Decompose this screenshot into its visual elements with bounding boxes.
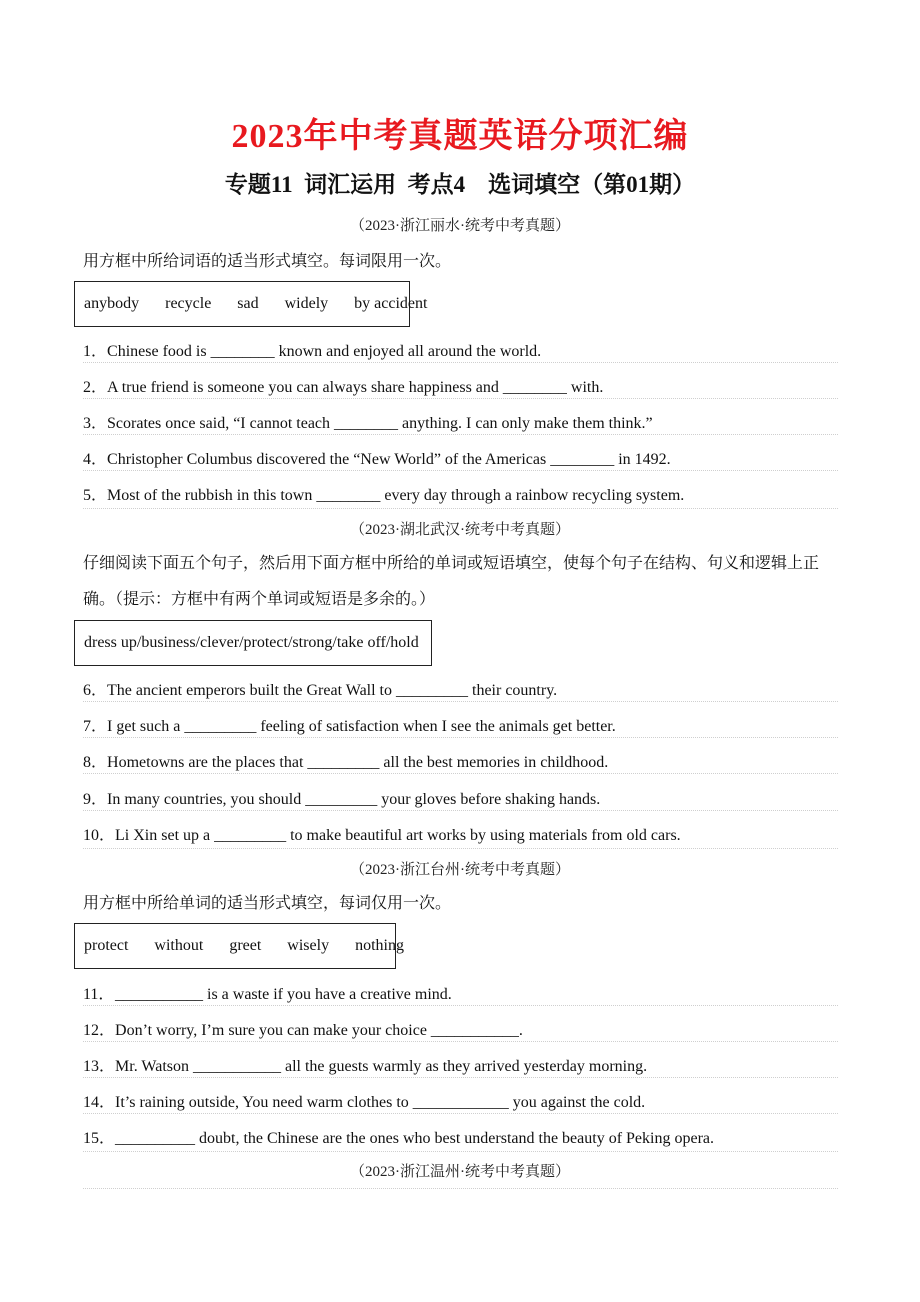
question-number: 14． — [83, 1094, 116, 1111]
section-3-word-box — [74, 923, 404, 969]
dotted-divider — [83, 810, 838, 811]
dotted-divider — [83, 1113, 838, 1114]
question-number: 3． — [83, 415, 108, 432]
question-number: 1． — [83, 343, 108, 360]
word-box-item: nothing — [355, 937, 404, 954]
question-text: Scorates once said, “I cannot teach ________ anything. I can only make them think.” — [107, 415, 653, 432]
question-number: 5． — [83, 487, 108, 504]
dotted-divider — [83, 701, 838, 702]
question-item — [83, 1053, 647, 1076]
question-text: __________ doubt, the Chinese are the ones who best understand the beauty of Peking opera. — [115, 1130, 714, 1147]
question-number: 9． — [83, 791, 108, 808]
question-item — [83, 786, 600, 809]
section-4-source: （2023·浙江温州·统考中考真题） — [350, 1164, 570, 1180]
question-text: Li Xin set up a _________ to make beautiful art works by using materials from old cars. — [115, 827, 681, 844]
question-text: I get such a _________ feeling of satisfaction when I see the animals get better. — [107, 718, 616, 735]
question-number: 7． — [83, 718, 108, 735]
question-text: In many countries, you should _________ your gloves before shaking hands. — [107, 791, 601, 808]
dotted-divider — [83, 1005, 838, 1006]
question-item — [83, 482, 684, 505]
question-text: ___________ is a waste if you have a creative mind. — [115, 986, 452, 1003]
question-text: Christopher Columbus discovered the “New World” of the Americas ________ in 1492. — [107, 451, 671, 468]
question-item — [83, 338, 541, 361]
question-item — [83, 713, 616, 736]
dotted-divider — [83, 1188, 838, 1189]
question-number: 11． — [83, 986, 115, 1003]
question-text: A true friend is someone you can always share happiness and ________ with. — [107, 379, 604, 396]
question-item — [83, 1089, 645, 1112]
word-box-item: anybody — [84, 295, 140, 312]
question-text: Hometowns are the places that _________ all the best memories in childhood. — [107, 754, 609, 771]
question-item — [83, 749, 608, 772]
dotted-divider — [83, 398, 838, 399]
question-item — [83, 410, 653, 433]
word-box-item: greet — [229, 937, 262, 954]
word-box-text: dress up/business/clever/protect/strong/take off/hold — [84, 634, 419, 651]
section-2-instruction: 仔细阅读下面五个句子，然后用下面方框中所给的单词或短语填空，使每个句子在结构、句义和逻辑上正确。（提示：方框中有两个单词或短语是多余的。） — [83, 555, 820, 608]
question-text: Mr. Watson ___________ all the guests warmly as they arrived yesterday morning. — [115, 1058, 648, 1075]
question-text: The ancient emperors built the Great Wall to _________ their country. — [107, 682, 558, 699]
dotted-divider — [83, 508, 838, 509]
question-number: 6． — [83, 682, 108, 699]
dotted-divider — [83, 434, 838, 435]
dotted-divider — [83, 1041, 838, 1042]
dotted-divider — [83, 1077, 838, 1078]
question-number: 15． — [83, 1130, 116, 1147]
word-box-item: widely — [284, 295, 329, 312]
question-item — [83, 446, 671, 469]
dotted-divider — [83, 773, 838, 774]
question-item — [83, 1125, 714, 1148]
section-3-source: （2023·浙江台州·统考中考真题） — [350, 862, 570, 878]
dotted-divider — [83, 848, 838, 849]
question-text: It’s raining outside, You need warm clothes to ____________ you against the cold. — [115, 1094, 646, 1111]
page-subtitle: 专题11 词汇运用 考点4 选词填空（第01期） — [224, 172, 696, 197]
word-box-item: by accident — [354, 295, 428, 312]
dotted-divider — [83, 470, 838, 471]
section-1-word-box — [74, 281, 428, 327]
section-2-source: （2023·湖北武汉·统考中考真题） — [350, 522, 570, 538]
section-3-instruction: 用方框中所给单词的适当形式填空，每词仅用一次。 — [83, 895, 452, 912]
dotted-divider — [83, 1151, 838, 1152]
question-text: Most of the rubbish in this town ________ every day through a rainbow recycling system. — [107, 487, 685, 504]
question-text: Chinese food is ________ known and enjoyed all around the world. — [107, 343, 542, 360]
dotted-divider — [83, 362, 838, 363]
question-item — [83, 677, 557, 700]
word-box-item: recycle — [165, 295, 212, 312]
question-text: Don’t worry, I’m sure you can make your choice ___________. — [115, 1022, 523, 1039]
question-number: 12． — [83, 1022, 116, 1039]
dotted-divider — [83, 737, 838, 738]
word-box-item: without — [154, 937, 204, 954]
word-box-item: sad — [237, 295, 259, 312]
question-number: 10． — [83, 827, 116, 844]
question-item — [83, 374, 603, 397]
question-number: 8． — [83, 754, 108, 771]
question-number: 2． — [83, 379, 108, 396]
question-item — [83, 981, 452, 1004]
question-number: 4． — [83, 451, 108, 468]
section-1-source: （2023·浙江丽水·统考中考真题） — [350, 218, 570, 234]
section-2-word-box — [74, 620, 432, 666]
page-title: 2023年中考真题英语分项汇编 — [231, 118, 689, 155]
question-number: 13． — [83, 1058, 116, 1075]
question-item — [83, 822, 681, 845]
word-box-item: protect — [84, 937, 129, 954]
word-box-item: wisely — [287, 937, 330, 954]
section-1-instruction: 用方框中所给词语的适当形式填空。每词限用一次。 — [83, 253, 452, 270]
question-item — [83, 1017, 523, 1040]
